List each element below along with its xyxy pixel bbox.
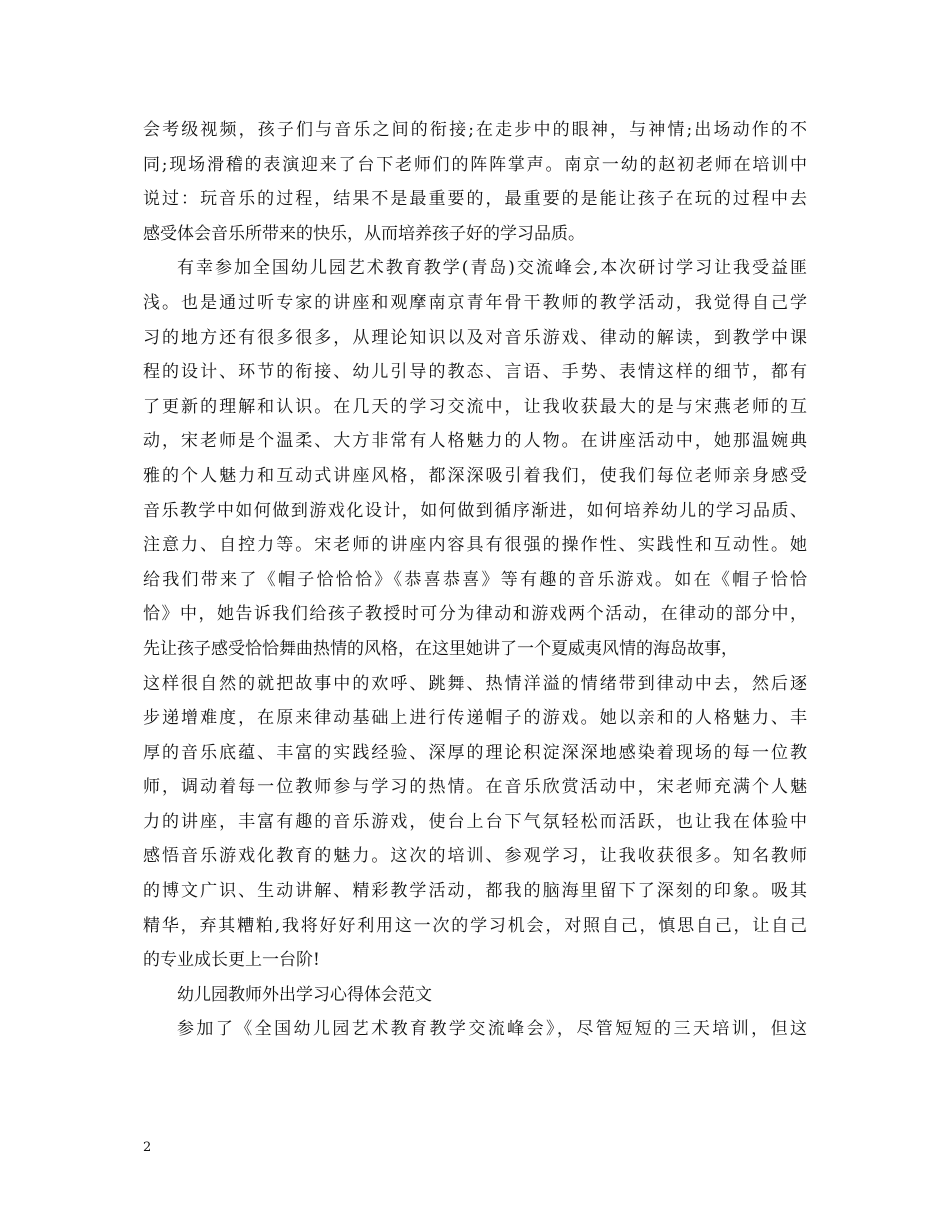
text-line: 会考级视频，孩子们与音乐之间的衔接;在走步中的眼神，与神情;出场动作的不 <box>143 120 807 140</box>
section-heading: 幼儿园教师外出学习心得体会范文 <box>177 984 432 1005</box>
text-line: 给我们带来了《帽子恰恰恰》《恭喜恭喜》等有趣的音乐游戏。如在《帽子恰恰 <box>143 569 807 590</box>
text-line: 同;现场滑稽的表演迎来了台下老师们的阵阵掌声。南京一幼的赵初老师在培训中 <box>143 154 807 175</box>
text-line: 的专业成长更上一台阶! <box>143 950 320 971</box>
text-line: 雅的个人魅力和互动式讲座风格，都深深吸引着我们，使我们每位老师亲身感受 <box>143 465 807 486</box>
text-line: 感受体会音乐所带来的快乐，从而培养孩子好的学习品质。 <box>143 223 585 244</box>
text-line: 注意力、自控力等。宋老师的讲座内容具有很强的操作性、实践性和互动性。她 <box>143 535 807 556</box>
text-line: 音乐教学中如何做到游戏化设计，如何做到循序渐进，如何培养幼儿的学习品质、 <box>143 500 807 521</box>
text-line: 精华，弃其糟粕,我将好好利用这一次的学习机会，对照自己，慎思自己，让自己 <box>143 915 807 936</box>
text-line: 的博文广识、生动讲解、精彩教学活动，都我的脑海里留下了深刻的印象。吸其 <box>143 881 807 902</box>
text-line: 有幸参加全国幼儿园艺术教育教学(青岛)交流峰会,本次研讨学习让我受益匪 <box>177 258 807 279</box>
text-line: 参加了《全国幼儿园艺术教育教学交流峰会》，尽管短短的三天培训，但这 <box>177 1019 807 1040</box>
text-line: 恰》中，她告诉我们给孩子教授时可分为律动和游戏两个活动，在律动的部分中， <box>143 604 807 625</box>
text-line: 说过：玩音乐的过程，结果不是最重要的，最重要的是能让孩子在玩的过程中去 <box>143 189 807 210</box>
text-line: 动，宋老师是个温柔、大方非常有人格魅力的人物。在讲座活动中，她那温婉典 <box>143 431 807 452</box>
text-line: 力的讲座，丰富有趣的音乐游戏，使台上台下气氛轻松而活跃，也让我在体验中 <box>143 811 807 832</box>
page-number: 2 <box>143 1140 152 1155</box>
text-line: 习的地方还有很多很多，从理论知识以及对音乐游戏、律动的解读，到教学中课 <box>143 327 807 348</box>
text-line: 这样很自然的就把故事中的欢呼、跳舞、热情洋溢的情绪带到律动中去，然后逐 <box>143 673 807 694</box>
text-line: 浅。也是通过听专家的讲座和观摩南京青年骨干教师的教学活动，我觉得自己学 <box>143 292 807 313</box>
document-body <box>143 113 807 1047</box>
text-line: 厚的音乐底蕴、丰富的实践经验、深厚的理论积淀深深地感染着现场的每一位教 <box>143 742 807 763</box>
text-line: 程的设计、环节的衔接、幼儿引导的教态、言语、手势、表情这样的细节，都有 <box>143 362 807 383</box>
text-line: 师，调动着每一位教师参与学习的热情。在音乐欣赏活动中，宋老师充满个人魅 <box>143 777 807 798</box>
text-line: 先让孩子感受恰恰舞曲热情的风格，在这里她讲了一个夏威夷风情的海岛故事， <box>143 638 738 659</box>
text-line: 感悟音乐游戏化教育的魅力。这次的培训、参观学习，让我收获很多。知名教师 <box>143 846 807 867</box>
text-line: 步递增难度，在原来律动基础上进行传递帽子的游戏。她以亲和的人格魅力、丰 <box>143 708 807 729</box>
text-line: 了更新的理解和认识。在几天的学习交流中，让我收获最大的是与宋燕老师的互 <box>143 396 807 417</box>
